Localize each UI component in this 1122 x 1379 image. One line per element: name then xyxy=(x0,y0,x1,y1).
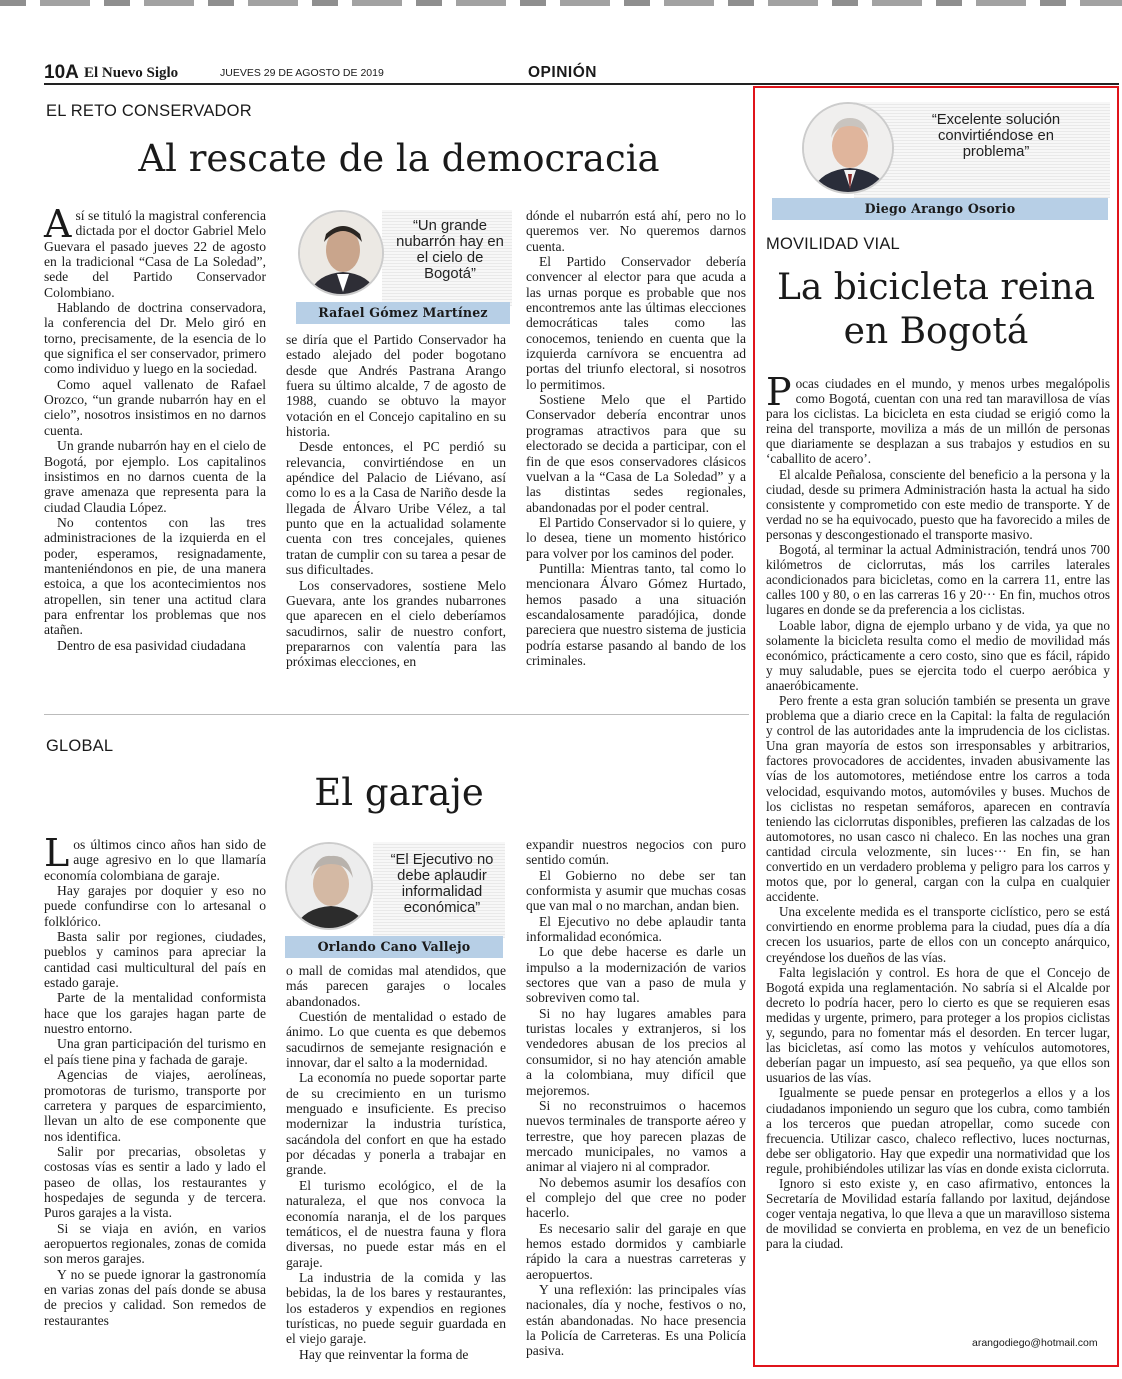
paragraph: Si no hay lugares amables para turistas locales y extranjeros, si los vendedores abusan de los precios al consumidor, si no hay atención amable a la colombiana, muy difícil que mejoremos. xyxy=(526,1005,746,1098)
paragraph: Dentro de esa pasividad ciudadana xyxy=(57,637,246,653)
paragraph: No contentos con las tres administraciones de la izquierda en el poder, esperamos, resignadamente, manteniéndonos en pie, de una manera estoica, a que los acontecimientos nos atropellen, sin tener una actitud clara para enfrentar los problemas que nos atañen. xyxy=(44,514,266,638)
paragraph: El Partido Conservador debería convencer al elector para que acuda a las urnas porque es probable que nos encontremos ante las últimas elecciones democráticas tales como las conocemos, teniendo en cuenta que la izquierda carnívora se encuentra ad portas del triunfo electoral, si nosotros lo permitimos. xyxy=(526,254,746,392)
article1-column-1 xyxy=(44,202,266,653)
article2-column-2 xyxy=(286,963,506,1362)
portrait-image-icon xyxy=(804,104,894,194)
pull-quote: “Un grande nubarrón hay en el cielo de Bogotá” xyxy=(396,218,504,282)
headline-line-1: La bicicleta reina xyxy=(776,267,1096,308)
paragraph: El Gobierno no debe ser tan conformista y asumir que muchas cosas que van mal o no marchan, andan bien. xyxy=(526,867,746,914)
paragraph: Falta legislación y control. Es hora de que el Concejo de Bogotá expida una reglamentación. No sabría si el Alcalde por decreto lo podría hacer, pero lo cierto es que se requieren esas medidas y urgente, primero, para proteger a los propios ciclistas y, segundo, para no fomentar más el desorden. En tercer lugar, las bicicletas, así como las motos y vehículos automotores, deberían pagar un impuesto, así sea pequeño, ya que ellos son usuarios de las vías. xyxy=(766,964,1110,1086)
paragraph: El alcalde Peñalosa, consciente del beneficio a la persona y la ciudad, desde su primera Administración hasta la actual ha sido consistente y comprometido con este medio de transporte. Y de verdad no se ha equivocado, puesto que ha favorecido a miles de personas y descongestionado el transporte masivo. xyxy=(766,466,1110,542)
paragraph: Lo que debe hacerse es darle un impulso a la modernización de varios sectores que van a paso de mula y sobreviven como tal. xyxy=(526,944,746,1006)
paragraph: Es necesario salir del garaje en que hemos estado dormidos y cambiarle rápido la cara a nuestras carreteras y aeropuertos. xyxy=(526,1220,746,1282)
paragraph: Los últimos cinco años han sido de auge agresivo en lo que llamaría economía colombiana de garaje. xyxy=(44,831,266,883)
paragraph: Hay garajes por doquier y eso no puede confundirse con lo artesanal o folklórico. xyxy=(44,883,266,929)
author-name: Orlando Cano Vallejo xyxy=(285,936,503,958)
article1-column-2 xyxy=(286,332,506,670)
article1-column-3 xyxy=(526,208,746,668)
article2-author-box xyxy=(279,838,509,962)
headline-line-2: en Bogotá xyxy=(843,311,1029,352)
section-name: OPINIÓN xyxy=(528,64,597,81)
paragraph: Parte de la mentalidad conformista hace que los garajes hagan parte de nuestro entorno. xyxy=(44,990,266,1037)
article1-author-box xyxy=(290,206,516,328)
article3-headline xyxy=(760,266,1112,354)
paragraph: Sostiene Melo que el Partido Conservador debería encontrar unos programas atractivos para que su electorado se decida a participar, con el fin de que esos conservadores clásicos vuelvan a la “Casa de La Soledad” y a las distintas sedes regionales, abandonadas por el poder central. xyxy=(526,392,746,515)
pull-quote: “Excelente solución convirtiéndose en problema” xyxy=(931,112,1061,160)
paragraph: La economía no puede soportar parte de su crecimiento en un turismo menguado e insuficiente. Es preciso modernizar la industria turística, sacándola del confort en que ha estado por décadas y ponerla a trabajar en grande. xyxy=(286,1070,506,1178)
paragraph: Loable labor, digna de ejemplo urbano y de vida, ya que no solamente la bicicleta resulta como el medio de movilidad más económico, prácticamente a cero costo, sino que es fácil, rápido y muy saludable, pues se ejercita todo el cuerpo aeróbica y anaeróbicamente. xyxy=(766,617,1110,693)
paragraph: Cuestión de mentalidad o estado de ánimo. Lo que cuenta es que debemos sacudirnos de semejante resignación e innovar, dar el salto a la modernidad. xyxy=(286,1009,506,1071)
paragraph: expandir nuestros negocios con puro sentido común. xyxy=(526,837,746,868)
paragraph: Si no reconstruimos o hacemos nuevos terminales de transporte aéreo y terrestre, que hoy parecen plazas de mercado municipales, no vamos a animar al viajero ni al comprador. xyxy=(526,1097,746,1175)
article3-author-box xyxy=(766,98,1112,224)
author-portrait xyxy=(802,102,894,194)
paragraph: dónde el nubarrón está ahí, pero no lo queremos ver. No queremos darnos cuenta. xyxy=(526,208,746,254)
header-rule xyxy=(44,83,1119,85)
article2-headline: El garaje xyxy=(314,771,484,814)
article2-column-1 xyxy=(44,831,266,1328)
paragraph: Y no se puede ignorar la gastronomía en varias zonas del país donde se abusa de precios y calidad. Son remedos de restaurantes xyxy=(44,1266,266,1328)
article1-headline: Al rescate de la democracia xyxy=(138,137,660,180)
portrait-image-icon xyxy=(287,844,373,930)
author-portrait xyxy=(285,842,373,930)
paragraph: No debemos asumir los desafíos con el complejo del que cree no poder hacerlo. xyxy=(526,1174,746,1221)
author-email: arangodiego@hotmail.com xyxy=(972,1337,1098,1349)
paragraph: El Partido Conservador si lo quiere, y lo desea, tiene un momento histórico para volver por los caminos del poder. xyxy=(526,514,746,561)
paragraph: Un grande nubarrón hay en el cielo de Bogotá, por ejemplo. Los capitalinos insistimos en no darnos cuenta de la grave amenaza que representa para la ciudad Claudia López. xyxy=(44,438,266,515)
pull-quote: “El Ejecutivo no debe aplaudir informalidad económica” xyxy=(390,852,494,916)
paragraph: Pero frente a esta gran solución también se presenta un grave problema que a diario crece en la Capital: la falta de regulación y control de las autoridades ante la imprudencia de los ciclistas. Una gran mayoría de estos son irresponsables y arbitrarios, factores provocadores de accidentes, invaden abusivamente las vías de los automotores, metiéndose entre los carros a toda velocidad, esquivando motos, automóviles y buses. Muchos de los ciclistas no respetan semáforos, aparecen en contravía teniendo las ciclorrutas disponibles, prefieren las calzadas de los automotores, no usan casco ni chaleco. En las noches una gran cantidad circula velozmente, sin luces··· En fin, se han convertido en un verdadero problema y peligro para los carros y motos que, por lo general, cargan con la culpa en cualquier accidente. xyxy=(766,692,1110,905)
paragraph: Bogotá, al terminar la actual Administración, tendrá unos 700 kilómetros de ciclorrutas, más los carriles laterales acondicionados para bicicletas, como en la carrera 11, entre las calles 100 y 80, o en las carreras 16 y 20··· En fin, muchos otros lugares en donde se da preferencia a los ciclistas. xyxy=(766,542,1110,618)
paragraph: Una excelente medida es el transporte ciclístico, pero se está convirtiendo en enorme problema para la ciudad, pues día a día crecen los usuarios, parte de ellos con un concepto anárquico, creyéndose los dueños de las vías. xyxy=(766,904,1110,965)
paragraph: Hablando de doctrina conservadora, la conferencia del Dr. Melo giró en torno, precisamente, de la esencia de lo que significa el ser conservador, primero como individuo y luego en la sociedad. xyxy=(44,300,266,377)
paragraph: se diría que el Partido Conservador ha estado alejado del poder bogotano desde que Andrés Pastrana Arango fuera su último alcalde, 7 de agosto de 1988, cuando se obtuvo la mayor votación en el Concejo capitalino en su historia. xyxy=(286,332,506,440)
paragraph: Los conservadores, sostiene Melo Guevara, ante los grandes nubarrones que aparecen en el cielo deberíamos sacudirnos, salir de nuestro confort, prepararnos con valentía para las próximas elecciones, en xyxy=(286,577,506,670)
page-header xyxy=(44,62,1119,84)
author-portrait xyxy=(298,210,384,296)
paragraph: Puntilla: Mientras tanto, tal como lo mencionara Álvaro Gómez Hurtado, hemos pasado a una situación escandalosamente paradójica, donde pareciera que nuestro sistema de justicia podría estarse pasando al bando de los criminales. xyxy=(526,560,746,668)
author-name: Rafael Gómez Martínez xyxy=(296,302,510,324)
article-divider xyxy=(44,714,749,715)
article3-kicker: MOVILIDAD VIAL xyxy=(766,235,900,253)
paragraph: El turismo ecológico, el de la naturaleza, el que nos convoca la economía naranja, el de los parques temáticos, el de nuestra fauna y flora diversas, no puede estar más en el garaje. xyxy=(286,1177,506,1270)
paragraph: Así se tituló la magistral conferencia dictada por el doctor Gabriel Melo Guevara el pasado jueves 22 de agosto en la tradicional “Casa de La Soledad”, sede del Partido Conservador Colombiano. xyxy=(44,202,266,300)
paragraph: Ignoro si esto existe y, en caso afirmativo, entonces la Secretaría de Movilidad estaría fallando por laxitud, dejándose coger ventaja negativa, lo que lleva a que un maravilloso sistema de movilidad se convierta en problema, en vez de un beneficio para la ciudad. xyxy=(766,1175,1110,1252)
article1-kicker: EL RETO CONSERVADOR xyxy=(46,102,252,120)
paragraph: Como aquel vallenato de Rafael Orozco, “un grande nubarrón hay en el cielo”, nosotros insistimos en no darnos cuenta. xyxy=(44,376,266,438)
paragraph: Una gran participación del turismo en el país tiene pina y fachada de garaje. xyxy=(44,1036,266,1067)
portrait-image-icon xyxy=(300,212,384,296)
paragraph: La industria de la comida y las bebidas, la de los bares y restaurantes, los estaderos y expendios en regiones turísticas, no puede seguir guardada en el viejo garaje. xyxy=(286,1269,506,1347)
page-number: 10A xyxy=(44,62,79,83)
paragraph: Igualmente se puede pensar en protegerlos a ellos y a los ciudadanos imponiendo un seguro que los cubra, como también a los terceros que puedan atropellar, como sucede con frecuencia. Utilizar casco, chaleco reflectivo, luces nocturnas, debe ser obligatorio. Hay que expedir una normatividad que los regule, prohibiéndoles utilizar las vías en donde exista ciclorruta. xyxy=(766,1085,1110,1176)
paragraph: Desde entonces, el PC perdió su relevancia, convirtiéndose en un apéndice del Palacio de Liévano, así como lo es a la Casa de Nariño desde la llegada de Álvaro Uribe Vélez, a tal punto que en la actualidad solamente cuenta con tres concejales, quienes tratan de cumplir con su tarea a pesar de sus dificultades. xyxy=(286,439,506,578)
article2-kicker: GLOBAL xyxy=(46,737,114,755)
top-page-bleed xyxy=(0,0,1122,6)
paragraph: El Ejecutivo no debe aplaudir tanta informalidad económica. xyxy=(526,913,746,945)
issue-date: JUEVES 29 DE AGOSTO DE 2019 xyxy=(220,67,384,79)
article3-column xyxy=(766,370,1110,1252)
paragraph: Si se viaja en avión, en varios aeropuertos regionales, zonas de comida son meros garajes. xyxy=(44,1220,266,1267)
paragraph: Salir por precarias, obsoletas y costosas vías es sentir a lado y lado el paseo de ollas, los restaurantes y hospedajes de segunda y de tercera. Puros garajes a la vista. xyxy=(44,1143,266,1221)
paragraph: Basta salir por regiones, ciudades, pueblos y caminos para apreciar la cantidad casi multicultural del país en estado garaje. xyxy=(44,929,266,991)
paragraph: Y una reflexión: las principales vías nacionales, día y noche, festivos o no, están abandonadas. No hace presencia la Policía de Carreteras. Es una Policía pasiva. xyxy=(526,1281,746,1359)
author-name: Diego Arango Osorio xyxy=(772,198,1108,220)
article2-column-3 xyxy=(526,837,746,1359)
paragraph: o mall de comidas mal atendidos, que más parecen garajes o locales abandonados. xyxy=(286,963,506,1009)
paragraph: Pocas ciudades en el mundo, y menos urbes megalópolis como Bogotá, cuentan con una red tan maravillosa de vías para los ciclistas. La bicicleta en esta ciudad se erigió como la reina del transporte, moviliza a más de un millón de personas que diariamente se desplazan a sus trabajos y estudios en su ‘caballito de acero’. xyxy=(766,370,1110,467)
newspaper-name: El Nuevo Siglo xyxy=(84,65,179,81)
paragraph: Hay que reinventar la forma de xyxy=(299,1346,469,1362)
paragraph: Agencias de viajes, aerolíneas, promotoras de turismo, transporte por carretera y parques de esparcimiento, llevan un alto de ese componente que nos identifica. xyxy=(44,1067,266,1144)
